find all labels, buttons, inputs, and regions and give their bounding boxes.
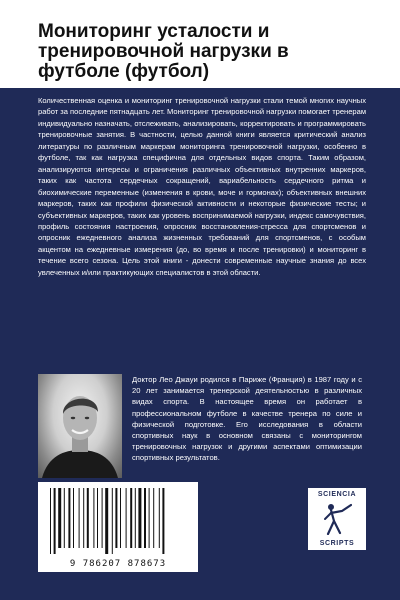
author-photo bbox=[38, 374, 122, 478]
barcode-bars bbox=[48, 488, 188, 554]
author-bio: Доктор Лео Джауи родился в Париже (Франция) в 1987 году и с 20 лет занимается тренерской деятельностью в различных видах спорта. В настоящее время он работает в профессиональном футболе в качестве тренера по силе и физической подготовке. Его исследования в области спортивных наук в основном связаны с мониторингом тренировочных нагрузок и другими аспектами оптимизации спортивных результатов. bbox=[132, 375, 362, 463]
book-title: Мониторинг усталости и тренировочной нагрузки в футболе (футбол) bbox=[38, 21, 289, 82]
isbn-digits: 9 786207 878673 bbox=[69, 559, 167, 569]
fencer-icon bbox=[322, 501, 352, 535]
logo-text-bottom: SCRIPTS bbox=[319, 540, 355, 547]
publisher-logo bbox=[308, 488, 366, 550]
book-description: Количественная оценка и мониторинг тренировочной нагрузки стали темой многих научных работ за последние пятнадцать лет. Мониторинг тренировочной нагрузки помогает тренерам индивидуально назначать, отслеживать, анализировать, корректировать и программировать тренировочные занятия. В частности, целью данной книги является критический анализ литературы по различным маркерам мониторинга тренировочной нагрузки, особенно в футболе, так как нагрузка специфична для отдельных видов спорта. Таким образом, анализируются интересы и ограничения различных объективных внутренних маркеров, таких как частота сердечных сокращений, вариабельность сердечного ритма и биохимические переменные (изменения в крови, моче и гормонах); объективных внешних маркеров, таких как профили физической активности и некоторые физические тесты; и субъективных маркеров, таких как уровень воспринимаемой нагрузки, индекс самочувствия, профиль состояния настроения, опросник восстановления-стресса для спортсменов и опросник ежедневного анализа жизненных требований для спортсменов, с особым акцентом на ежедневные измерения (до, во время и после тренировки) и мониторинг в течение всего сезона. Цель этой книги - донести современные научные знания до всех увлеченных и/или практикующих специалистов в этой области. bbox=[38, 96, 367, 277]
isbn-barcode bbox=[38, 482, 198, 572]
logo-text-top: SCIENCIA bbox=[317, 491, 357, 498]
